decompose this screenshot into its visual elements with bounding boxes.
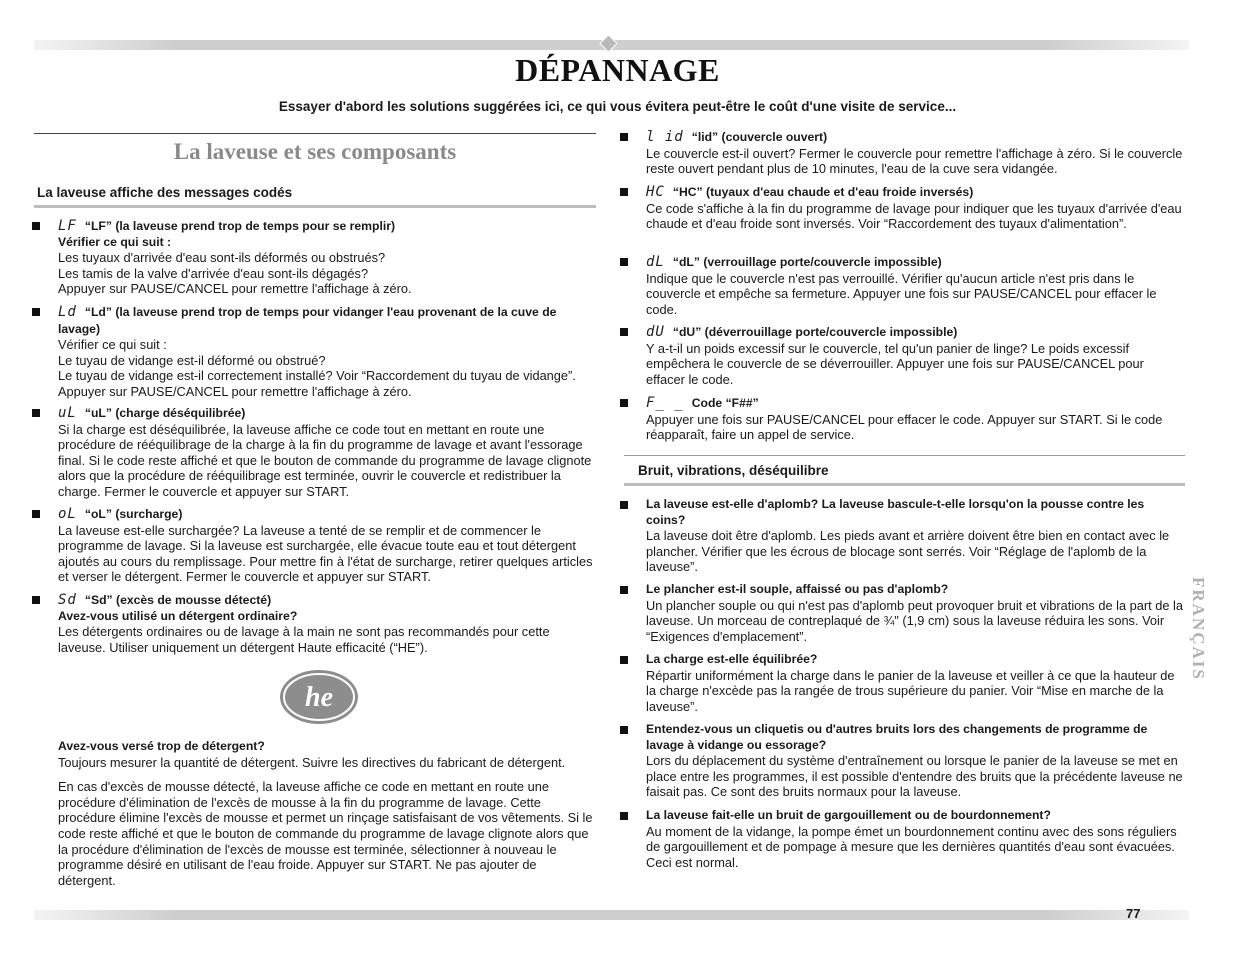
- item-line: Les détergents ordinaires ou de lavage à la main ne sont pas recommandés pour cette laveuse. Utiliser uniquement un détergent Haute efficacité (“HE”).: [58, 624, 550, 655]
- item-heading: “dL” (verrouillage porte/couvercle impossible): [672, 255, 942, 269]
- item-line: Le tuyau de vidange est-il déformé ou obstrué?: [58, 352, 326, 368]
- item-line: La laveuse est-elle surchargée? La laveuse a tenté de se remplir et de commencer le programme de lavage. Si la laveuse est surchargée, elle évacue toute eau et tout détergent ajoutés au cours du remplissage. Pour mettre fin à l'état de surcharge, retirer quelques articles et verser le détergent. Fermer le couvercle et appuyer sur START.: [58, 522, 593, 585]
- item-heading: “Ld” (la laveuse prend trop de temps pour vidanger l'eau provenant de la cuve de lavage): [58, 305, 557, 336]
- bullet-icon: [620, 656, 628, 664]
- item-subheading: Avez-vous utilisé un détergent ordinaire?: [58, 608, 298, 623]
- section-rule: [34, 133, 596, 134]
- item-line: Un plancher souple ou qui n'est pas d'aplomb peut provoquer bruit et vibrations de la part de la laveuse. Un morceau de contreplaqué de ¾" (1,9 cm) sous la laveuse réduira les sons. Voir “Exigences d'emplacement”.: [646, 597, 1184, 644]
- noise-item-gurgling: [622, 808, 1185, 870]
- code-item-hc: [622, 184, 1185, 232]
- item-line: Au moment de la vidange, la pompe émet un bourdonnement continu avec des sons réguliers de gargouillement et de pompage à mesure que les dernières quantités d'eau sont évacuées. Ceci est normal.: [646, 823, 1177, 870]
- item-heading: “LF” (la laveuse prend trop de temps pour se remplir): [84, 219, 396, 233]
- code-item-dl: [622, 254, 1185, 317]
- extra-heading: Avez-vous versé trop de détergent?: [58, 739, 265, 753]
- display-code: oL: [58, 506, 77, 522]
- extra-line: Toujours mesurer la quantité de détergent. Suivre les directives du fabricant de détergent.: [58, 754, 566, 770]
- display-code: uL: [58, 405, 77, 421]
- page-subtitle: Essayer d'abord les solutions suggérées ici, ce qui vous évitera peut-être le coût d'une visite de service...: [278, 99, 957, 114]
- item-line: Appuyer sur PAUSE/CANCEL pour remettre l'affichage à zéro.: [58, 281, 412, 297]
- bullet-icon: [620, 586, 628, 594]
- item-line: Y a-t-il un poids excessif sur le couvercle, tel qu'un panier de linge? Le poids excessif empêchera le couvercle de se déverrouiller. Appuyer une fois sur PAUSE/CANCEL pour effacer le code.: [646, 340, 1144, 387]
- section-rule: [624, 455, 1185, 456]
- item-line: Indique que le couvercle n'est pas verrouillé. Vérifier qu'aucun article n'est pris dans le couvercle et empêche sa fermeture. Appuyer une fois sur PAUSE/CANCEL pour effacer le code.: [646, 270, 1157, 317]
- footer-band: [34, 910, 1189, 920]
- subhead-noise: [624, 463, 1185, 486]
- item-line: Répartir uniformément la charge dans le panier de la laveuse et veiller à ce que la hauteur de la charge n'excède pas la rangée de trous supérieure du panier. Voir “Mise en marche de la laveuse”.: [646, 667, 1175, 714]
- bullet-icon: [620, 328, 628, 336]
- bullet-icon: [620, 726, 628, 734]
- item-line: Les tuyaux d'arrivée d'eau sont-ils déformés ou obstrués?: [58, 250, 386, 266]
- item-heading: “lid” (couvercle ouvert): [691, 130, 828, 144]
- display-code: Ld: [58, 304, 77, 320]
- item-line: Vérifier ce qui suit :: [58, 337, 167, 353]
- code-item-ul: [34, 405, 596, 500]
- bullet-icon: [32, 222, 40, 230]
- code-item-f: [622, 395, 1185, 443]
- item-heading: “HC” (tuyaux d'eau chaude et d'eau froide inversés): [672, 185, 974, 199]
- item-heading: Code “F##”: [691, 396, 759, 410]
- display-code: HC: [646, 184, 665, 200]
- bullet-icon: [620, 812, 628, 820]
- item-line: Si la charge est déséquilibrée, la laveuse affiche ce code tout en mettant en route une procédure de rééquilibrage de la charge à la fin du programme de lavage et avant l'essorage final. Si le code reste affiché et que le bouton de commande du programme de lavage clignote alors que la procédure de rééquilibrage est terminée, ouvrir le couvercle et redistribuer la charge. Fermer le couvercle et appuyer sur START.: [58, 421, 592, 499]
- item-heading: La charge est-elle équilibrée?: [646, 652, 818, 666]
- item-heading: “dU” (déverrouillage porte/couvercle impossible): [672, 325, 958, 339]
- display-code: dL: [646, 254, 665, 270]
- subhead-codes: [34, 185, 596, 208]
- extra-paragraph: En cas d'excès de mousse détecté, la laveuse affiche ce code en mettant en route une procédure d'élimination de l'excès de mousse à la fin du programme de lavage. Cette procédure élimine l'excès de mousse et permet un rinçage satisfaisant de vos vêtements. Si le code reste affiché et que le bouton de commande du programme de lavage clignote alors que la procédure d'élimination de l'excès de mousse est terminée, sélectionner à nouveau le programme désiré en utilisant de l'eau froide. Appuyer sur START. Ne pas ajouter de détergent.: [58, 779, 593, 888]
- code-item-du: [622, 324, 1185, 387]
- language-side-label: FRANÇAIS: [1189, 577, 1208, 681]
- noise-item-balance: [622, 652, 1185, 714]
- item-heading: Le plancher est-il souple, affaissé ou pas d'aplomb?: [646, 582, 949, 596]
- bullet-icon: [32, 596, 40, 604]
- item-heading: “Sd” (excès de mousse détecté): [84, 593, 272, 607]
- svg-text:he: he: [305, 682, 333, 713]
- subhead-noise-text: Bruit, vibrations, déséquilibre: [638, 463, 829, 478]
- section-title: La laveuse et ses composants: [173, 139, 457, 164]
- bullet-icon: [620, 133, 628, 141]
- bullet-icon: [32, 510, 40, 518]
- item-line: La laveuse doit être d'aplomb. Les pieds avant et arrière doivent être bien en contact avec le plancher. Vérifier que les écrous de blocage sont serrés. Voir “Réglage de l'aplomb de la laveuse”.: [646, 528, 1170, 575]
- item-line: Appuyer une fois sur PAUSE/CANCEL pour effacer le code. Appuyer sur START. Si le code réapparaît, faire un appel de service.: [646, 411, 1163, 443]
- display-code: l id: [646, 129, 684, 145]
- bullet-icon: [32, 308, 40, 316]
- display-code: LF: [58, 218, 77, 234]
- noise-item-level: [622, 497, 1185, 575]
- bullet-icon: [32, 409, 40, 417]
- item-line: Le couvercle est-il ouvert? Fermer le couvercle pour remettre l'affichage à zéro. Si le couvercle reste ouvert pendant plus de 10 minutes, l'eau de la cuve sera vidangée.: [646, 145, 1183, 177]
- item-heading: La laveuse est-elle d'aplomb? La laveuse bascule-t-elle lorsqu'on la pousse contre les coins?: [646, 497, 1145, 527]
- extra-detergent-block: [58, 739, 596, 888]
- item-line: Lors du déplacement du système d'entraînement ou lorsque le panier de la laveuse se met en place entre les programmes, il est possible d'entendre des bruits que la précédente laveuse ne faisait pas. Ce sont des bruits normaux pour la laveuse.: [646, 753, 1183, 800]
- page-number: 77: [1126, 906, 1141, 921]
- noise-item-clicking: [622, 722, 1185, 800]
- item-line: Le tuyau de vidange est-il correctement installé? Voir “Raccordement du tuyau de vidange”. Appuyer sur PAUSE/CANCEL pour remettre l'affichage à zéro.: [58, 368, 576, 399]
- code-item-lf: [34, 218, 596, 297]
- bullet-icon: [620, 188, 628, 196]
- item-heading: “uL” (charge déséquilibrée): [84, 406, 246, 420]
- item-line: Ce code s'affiche à la fin du programme de lavage pour indiquer que les tuyaux d'arrivée d'eau chaude et d'eau froide sont inversés. Voir “Raccordement des tuyaux d'alimentation”.: [646, 200, 1182, 232]
- code-item-ld: [34, 304, 596, 400]
- item-line: Les tamis de la valve d'arrivée d'eau sont-ils dégagés?: [58, 265, 369, 281]
- item-heading: “oL” (surcharge): [84, 507, 183, 521]
- item-heading: La laveuse fait-elle un bruit de gargouillement ou de bourdonnement?: [646, 808, 1051, 822]
- noise-item-floor: [622, 582, 1185, 644]
- item-heading: Entendez-vous un cliquetis ou d'autres bruits lors des changements de programme de lavage à vidange ou essorage?: [646, 722, 1148, 752]
- code-item-ol: [34, 506, 596, 585]
- page-title: DÉPANNAGE: [515, 52, 720, 88]
- bullet-icon: [620, 258, 628, 266]
- display-code: dU: [646, 324, 665, 340]
- display-code: F_ _: [646, 395, 684, 411]
- subhead-codes-text: La laveuse affiche des messages codés: [37, 185, 293, 200]
- bullet-icon: [620, 501, 628, 509]
- code-item-lid: [622, 129, 1185, 177]
- bullet-icon: [620, 399, 628, 407]
- display-code: Sd: [58, 592, 77, 608]
- item-subheading: Vérifier ce qui suit :: [58, 234, 172, 249]
- he-logo-icon: [278, 668, 360, 726]
- code-item-sd: [34, 592, 596, 655]
